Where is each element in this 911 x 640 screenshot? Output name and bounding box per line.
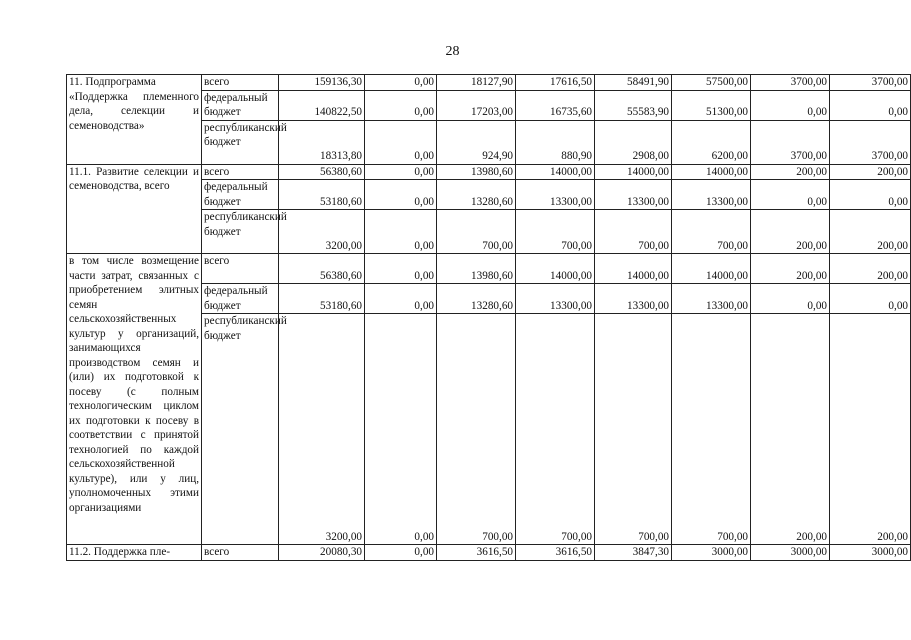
amount-cell: 3000,00 [672, 545, 751, 561]
amount-cell: 51300,00 [672, 90, 751, 120]
amount-cell: 18313,80 [279, 120, 365, 164]
amount-cell: 13300,00 [595, 180, 672, 210]
amount-cell: 200,00 [830, 164, 911, 180]
amount-cell: 14000,00 [595, 254, 672, 284]
amount-cell: 13280,60 [437, 284, 516, 314]
funding-source: республиканский бюджет [202, 120, 279, 164]
amount-cell: 56380,60 [279, 164, 365, 180]
funding-source: республиканский бюджет [202, 210, 279, 254]
program-description: в том числе возмещение части затрат, связанных с приобретением элитных семян сельскохозяйственных культур у организаций, занимающихся производством семян и (или) их подготовкой к посеву (с полным технологическим циклом их подготовки к посеву в соответствии с принятой технологией по каждой сельскохозяйственной культуре), или у лиц, уполномоченных этими организациями [67, 254, 202, 545]
amount-cell: 3847,30 [595, 545, 672, 561]
amount-cell: 3616,50 [437, 545, 516, 561]
amount-cell: 200,00 [751, 254, 830, 284]
amount-cell: 55583,90 [595, 90, 672, 120]
amount-cell: 14000,00 [595, 164, 672, 180]
funding-source: федеральный бюджет [202, 180, 279, 210]
amount-cell: 14000,00 [672, 164, 751, 180]
amount-cell: 700,00 [437, 210, 516, 254]
amount-cell: 13300,00 [672, 180, 751, 210]
amount-cell: 0,00 [751, 284, 830, 314]
amount-cell: 0,00 [365, 180, 437, 210]
amount-cell: 13300,00 [595, 284, 672, 314]
amount-cell: 200,00 [830, 210, 911, 254]
amount-cell: 58491,90 [595, 75, 672, 91]
amount-cell: 0,00 [365, 314, 437, 545]
amount-cell: 880,90 [516, 120, 595, 164]
amount-cell: 14000,00 [516, 254, 595, 284]
amount-cell: 3700,00 [751, 120, 830, 164]
table-row [67, 164, 911, 180]
page-number: 28 [445, 44, 460, 59]
funding-source: республиканский бюджет [202, 314, 279, 545]
amount-cell: 3616,50 [516, 545, 595, 561]
amount-cell: 700,00 [672, 314, 751, 545]
amount-cell: 57500,00 [672, 75, 751, 91]
amount-cell: 700,00 [437, 314, 516, 545]
funding-source: всего [202, 75, 279, 91]
amount-cell: 0,00 [751, 180, 830, 210]
amount-cell: 20080,30 [279, 545, 365, 561]
table-row [67, 545, 911, 561]
program-description: 11.1. Развитие селекции и семеноводства, всего [67, 164, 202, 254]
amount-cell: 2908,00 [595, 120, 672, 164]
amount-cell: 0,00 [751, 90, 830, 120]
program-description: 11. Подпрограмма «Поддержка племенного дела, селекции и семеноводства» [67, 75, 202, 165]
amount-cell: 56380,60 [279, 254, 365, 284]
amount-cell: 13280,60 [437, 180, 516, 210]
table-row [67, 75, 911, 91]
amount-cell: 0,00 [365, 120, 437, 164]
amount-cell: 6200,00 [672, 120, 751, 164]
amount-cell: 0,00 [365, 284, 437, 314]
amount-cell: 700,00 [516, 314, 595, 545]
amount-cell: 3200,00 [279, 314, 365, 545]
amount-cell: 3700,00 [830, 75, 911, 91]
amount-cell: 53180,60 [279, 284, 365, 314]
amount-cell: 13300,00 [516, 180, 595, 210]
amount-cell: 3000,00 [751, 545, 830, 561]
amount-cell: 0,00 [830, 180, 911, 210]
amount-cell: 700,00 [595, 210, 672, 254]
funding-source: федеральный бюджет [202, 90, 279, 120]
funding-source: всего [202, 545, 279, 561]
amount-cell: 0,00 [830, 90, 911, 120]
amount-cell: 13300,00 [516, 284, 595, 314]
amount-cell: 13300,00 [672, 284, 751, 314]
amount-cell: 0,00 [365, 90, 437, 120]
program-description: 11.2. Поддержка пле- [67, 545, 202, 561]
amount-cell: 53180,60 [279, 180, 365, 210]
amount-cell: 140822,50 [279, 90, 365, 120]
amount-cell: 14000,00 [672, 254, 751, 284]
funding-source: федеральный бюджет [202, 284, 279, 314]
amount-cell: 0,00 [830, 284, 911, 314]
funding-source: всего [202, 164, 279, 180]
table-row [67, 254, 911, 284]
amount-cell: 0,00 [365, 545, 437, 561]
amount-cell: 16735,60 [516, 90, 595, 120]
amount-cell: 0,00 [365, 164, 437, 180]
budget-table [66, 74, 911, 561]
funding-source: всего [202, 254, 279, 284]
amount-cell: 18127,90 [437, 75, 516, 91]
amount-cell: 700,00 [595, 314, 672, 545]
amount-cell: 0,00 [365, 75, 437, 91]
amount-cell: 200,00 [830, 314, 911, 545]
amount-cell: 17203,00 [437, 90, 516, 120]
amount-cell: 924,90 [437, 120, 516, 164]
amount-cell: 0,00 [365, 254, 437, 284]
amount-cell: 17616,50 [516, 75, 595, 91]
amount-cell: 159136,30 [279, 75, 365, 91]
amount-cell: 3700,00 [751, 75, 830, 91]
amount-cell: 700,00 [672, 210, 751, 254]
amount-cell: 200,00 [751, 164, 830, 180]
amount-cell: 13980,60 [437, 254, 516, 284]
amount-cell: 0,00 [365, 210, 437, 254]
amount-cell: 3000,00 [830, 545, 911, 561]
amount-cell: 200,00 [751, 210, 830, 254]
amount-cell: 14000,00 [516, 164, 595, 180]
amount-cell: 200,00 [830, 254, 911, 284]
amount-cell: 3200,00 [279, 210, 365, 254]
amount-cell: 200,00 [751, 314, 830, 545]
amount-cell: 13980,60 [437, 164, 516, 180]
amount-cell: 3700,00 [830, 120, 911, 164]
amount-cell: 700,00 [516, 210, 595, 254]
